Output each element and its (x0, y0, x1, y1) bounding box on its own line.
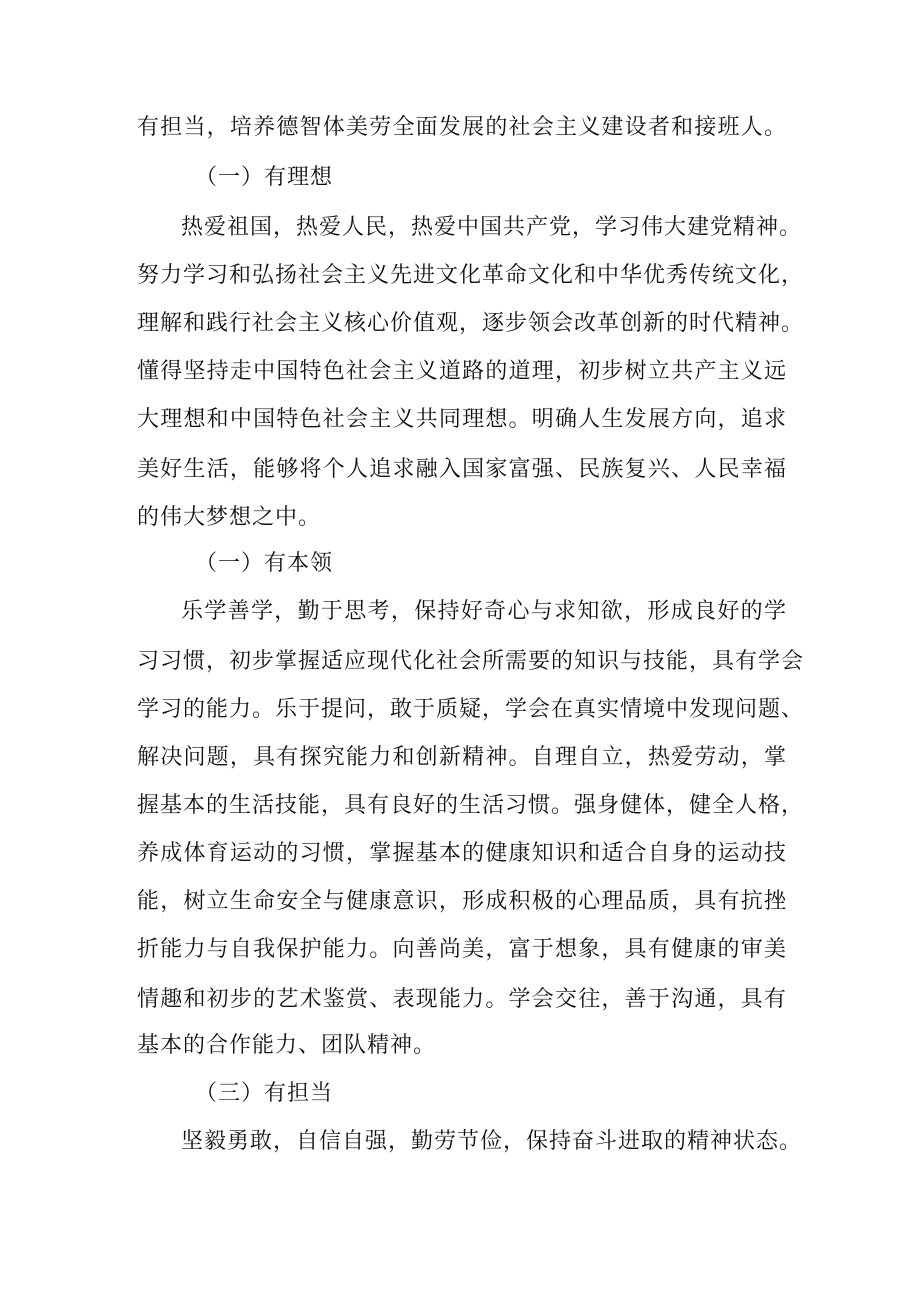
section-heading-ideal: （一）有理想 (195, 165, 334, 190)
section-heading-responsibility: （三）有担当 (195, 1081, 334, 1106)
text-line-9: 的伟大梦想之中。 (137, 505, 322, 530)
text-line-14: 解决问题，具有探究能力和创新精神。自理自立，热爱劳动，掌 (137, 745, 787, 770)
text-line-18: 折能力与自我保护能力。向善尚美，富于想象，具有健康的审美 (137, 937, 787, 962)
text-line-15: 握基本的生活技能，具有良好的生活习惯。强身健体，健全人格， (137, 793, 805, 818)
text-line-8: 美好生活，能够将个人追求融入国家富强、民族复兴、人民幸福 (137, 457, 787, 482)
text-line-11: 乐学善学，勤于思考，保持好奇心与求知欲，形成良好的学 (181, 599, 787, 624)
text-line-13: 学习的能力。乐于提问，敢于质疑，学会在真实情境中发现问题、 (137, 697, 805, 722)
text-line-5: 理解和践行社会主义核心价值观，逐步领会改革创新的时代精神。 (137, 311, 805, 336)
section-heading-ability: （一）有本领 (195, 551, 334, 576)
text-line-3: 热爱祖国，热爱人民，热爱中国共产党，学习伟大建党精神。 (181, 215, 803, 240)
text-line-12: 习习惯，初步掌握适应现代化社会所需要的知识与技能，具有学会 (137, 649, 805, 674)
text-line-16: 养成体育运动的习惯，掌握基本的健康知识和适合自身的运动技 (137, 841, 787, 866)
text-line-22: 坚毅勇敢，自信自强，勤劳节俭，保持奋斗进取的精神状态。 (181, 1129, 803, 1154)
text-line-1: 有担当，培养德智体美劳全面发展的社会主义建设者和接班人。 (137, 115, 787, 140)
text-line-20: 基本的合作能力、团队精神。 (137, 1033, 437, 1058)
text-line-4: 努力学习和弘扬社会主义先进文化革命文化和中华优秀传统文化， (137, 263, 805, 288)
text-line-17: 能，树立生命安全与健康意识，形成积极的心理品质，具有抗挫 (137, 889, 787, 914)
text-line-19: 情趣和初步的艺术鉴赏、表现能力。学会交往，善于沟通，具有 (137, 987, 787, 1012)
text-line-6: 懂得坚持走中国特色社会主义道路的道理，初步树立共产主义远 (137, 359, 787, 384)
text-line-7: 大理想和中国特色社会主义共同理想。明确人生发展方向，追求 (137, 407, 787, 432)
